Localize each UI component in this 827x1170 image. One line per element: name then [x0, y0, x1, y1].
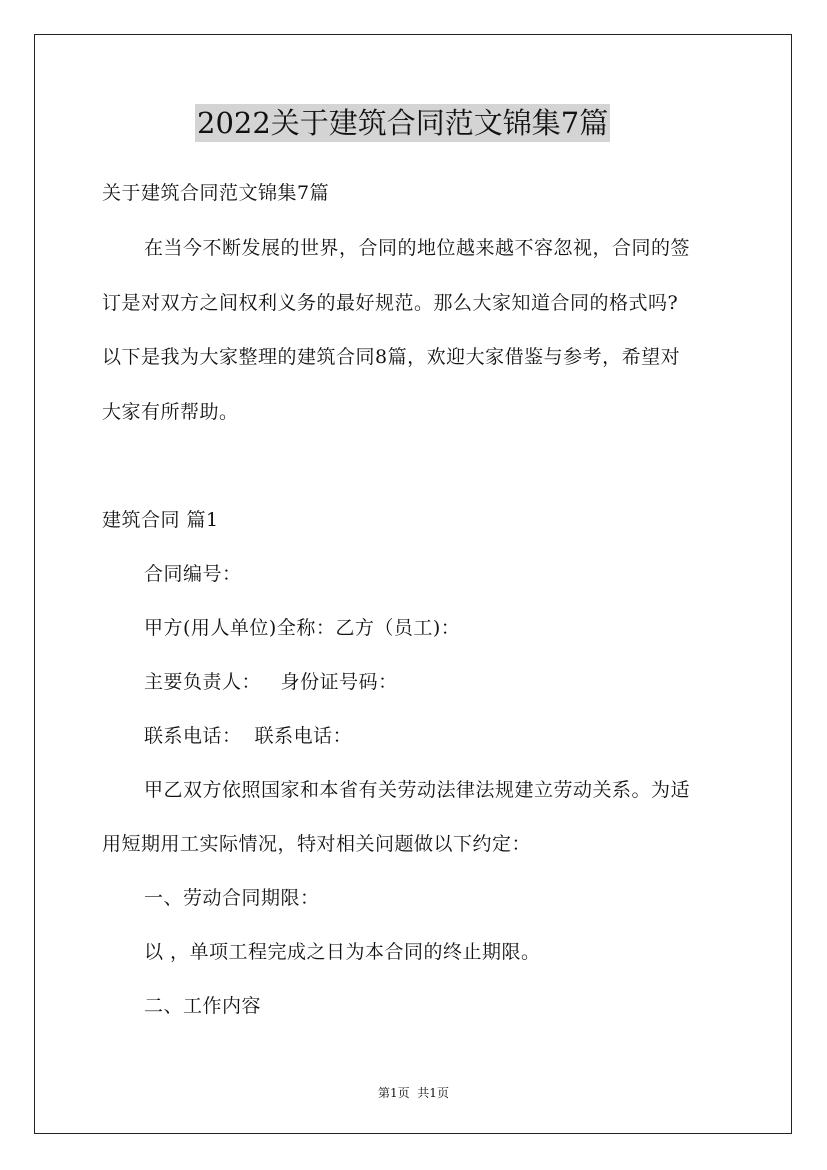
page-footer: 第1页 共1页 — [378, 1086, 449, 1100]
clause-2-heading: 二、工作内容 — [144, 995, 262, 1017]
agreement-line-2: 用短期用工实际情况，特对相关问题做以下约定： — [102, 833, 532, 855]
party-names-line: 甲方(用人单位)全称：乙方（员工)： — [144, 617, 461, 639]
responsible-person-line: 主要负责人： 身份证号码： — [144, 671, 398, 693]
contract-number-label: 合同编号： — [144, 563, 242, 585]
clause-1-heading: 一、劳动合同期限： — [144, 887, 320, 909]
document-subtitle: 关于建筑合同范文锦集7篇 — [102, 182, 330, 204]
intro-line-4: 大家有所帮助。 — [102, 401, 239, 423]
agreement-line-1: 甲乙双方依照国家和本省有关劳动法律法规建立劳动关系。为适 — [144, 779, 691, 801]
intro-line-2: 订是对双方之间权利义务的最好规范。那么大家知道合同的格式吗? — [102, 292, 679, 314]
section-heading: 建筑合同 篇1 — [102, 509, 219, 531]
phone-line: 联系电话： 联系电话： — [144, 725, 353, 747]
intro-line-3: 以下是我为大家整理的建筑合同8篇，欢迎大家借鉴与参考，希望对 — [102, 346, 681, 368]
intro-line-1: 在当今不断发展的世界，合同的地位越来越不容忽视，合同的签 — [144, 237, 691, 259]
document-title: 2022关于建筑合同范文锦集7篇 — [197, 106, 609, 140]
clause-1-text: 以 ，单项工程完成之日为本合同的终止期限。 — [144, 941, 541, 963]
